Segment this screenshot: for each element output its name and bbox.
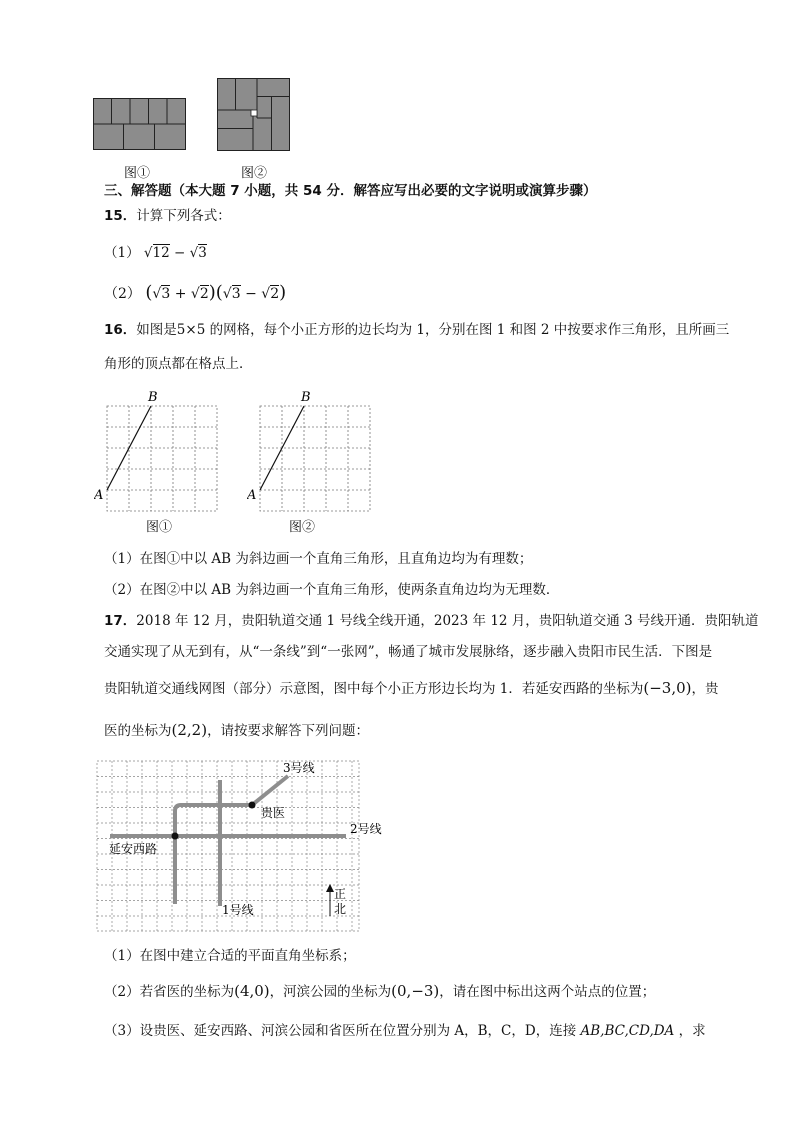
q16-stem-line2: 角形的顶点都在格点上． <box>104 356 253 372</box>
q15-p2-label: （2） <box>104 286 141 302</box>
coord-yanan: (−3,0) <box>643 679 692 697</box>
q17-number: 17． <box>104 613 137 629</box>
q15-stem <box>104 206 231 226</box>
q15-part2: （2） (√3 + √2)(√3 − √2) <box>104 282 287 303</box>
line3-label: 3号线 <box>283 761 315 775</box>
north-label-1: 正 <box>334 887 347 901</box>
q16-number: 16． <box>104 322 137 338</box>
sqrt-12: √12 <box>143 245 170 261</box>
q16-fig2-caption: 图② <box>289 520 316 535</box>
point-b: B <box>148 390 158 405</box>
sqrt-3: √3 <box>189 245 207 261</box>
line2-label: 2号线 <box>350 822 382 836</box>
q17-line4: 医的坐标为(2,2)，请按要求解答下列问题： <box>104 721 370 739</box>
minus-sign: − <box>173 245 186 261</box>
line1-label: 1号线 <box>222 903 254 917</box>
q16-grid-figure-1 <box>94 386 224 516</box>
point-a: A <box>94 488 104 503</box>
q16-part2: （2）在图②中以 AB 为斜边画一个直角三角形，使两条直角边均为无理数． <box>104 582 560 598</box>
q17-line3: 贵阳轨道交通线网图（部分）示意图，图中每个小正方形边长均为 1．若延安西路的坐标为(−3,0)，贵 <box>104 679 719 697</box>
q16-fig1-caption: 图① <box>146 520 173 535</box>
station-guiyi-dot <box>249 802 256 809</box>
tiling-figure-2 <box>217 78 290 151</box>
station-yanan: 延安西路 <box>109 842 158 856</box>
north-arrow-icon <box>326 884 334 892</box>
q17-line2: 交通实现了从无到有，从“一条线”到“一张网”，畅通了城市发展脉络，逐步融入贵阳市民生活．下图是 <box>104 644 713 660</box>
station-guiyi: 贵医 <box>261 806 286 820</box>
point-a: A <box>247 488 257 503</box>
section-heading: 三、解答题（本大题 7 小题，共 54 分．解答应写出必要的文字说明或演算步骤） <box>104 183 597 199</box>
q15-part1 <box>104 243 207 263</box>
q16-part1: （1）在图①中以 AB 为斜边画一个直角三角形，且直角边均为有理数； <box>104 551 533 567</box>
q16-grid-figure-2 <box>247 386 377 516</box>
q16-stem-line1: 16．如图是5×5 的网格，每个小正方形的边长均为 1，分别在图 1 和图 2 中按要求作三角形，且所画三 <box>104 322 730 338</box>
q15-number: 15． <box>104 208 137 224</box>
q15-p1-label: （1） <box>104 245 140 261</box>
q17-part3: （3）设贵医、延安西路、河滨公园和省医所在位置分别为 A，B，C，D，连接 AB,BC,CD,DA ，求 <box>104 1023 706 1039</box>
north-label-2: 北 <box>334 902 347 916</box>
coord-guiyi: (2,2) <box>171 721 208 739</box>
metro-map <box>94 758 394 936</box>
q15-text: 计算下列各式： <box>136 208 231 224</box>
q17-part2: （2）若省医的坐标为(4,0)，河滨公园的坐标为(0,−3)，请在图中标出这两个站点的位置； <box>104 982 656 1000</box>
point-b: B <box>301 390 311 405</box>
tiling-figure-1 <box>93 98 186 150</box>
fig1-caption: 图① <box>124 166 151 181</box>
fig2-caption: 图② <box>241 166 268 181</box>
q17-line1: 17．2018 年 12 月，贵阳轨道交通 1 号线全线开通，2023 年 12 月，贵阳轨道交通 3 号线开通．贵阳轨道 <box>104 613 759 629</box>
q17-part1: （1）在图中建立合适的平面直角坐标系； <box>104 948 356 964</box>
station-yanan-dot <box>172 833 179 840</box>
